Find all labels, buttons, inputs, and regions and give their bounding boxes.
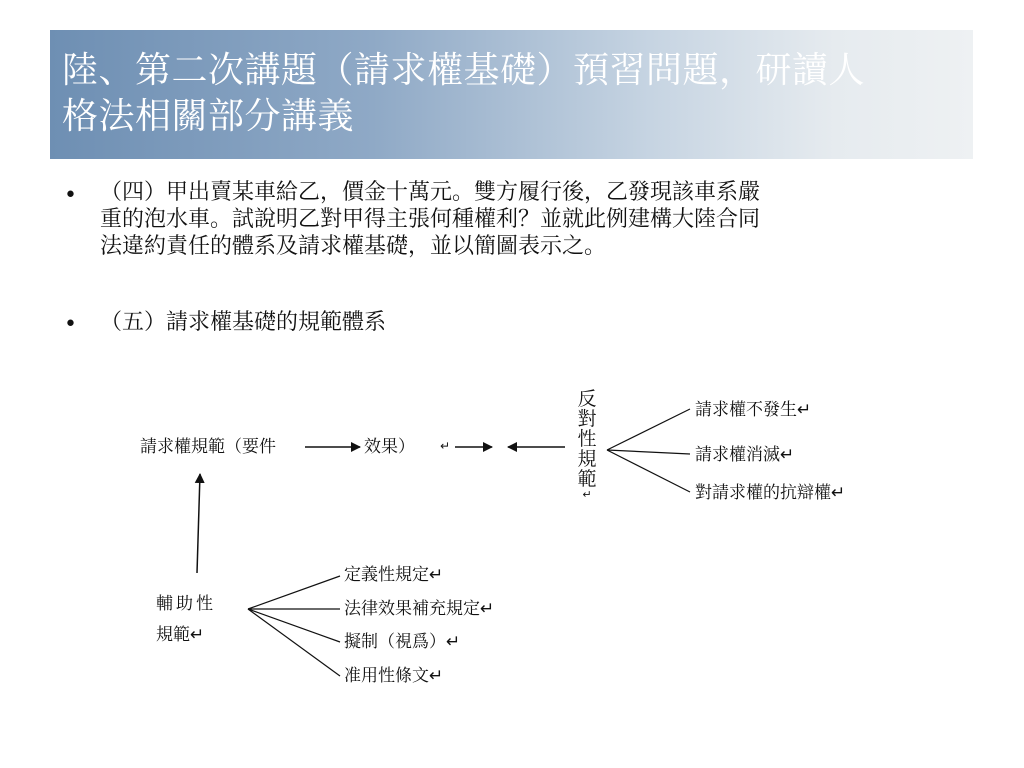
aux-branch-line: [248, 576, 340, 609]
bullet-line: （四）甲出賣某車給乙，價金十萬元。雙方履行後，乙發現該車系嚴: [100, 180, 761, 205]
bullet-line: 法違約責任的體系及請求權基礎，並以簡圖表示之。: [100, 234, 607, 259]
aux-norm-up-arrow: [197, 474, 200, 573]
slide-title-line-2: 格法相關部分講義: [62, 96, 355, 137]
counter-item-defense: 對請求權的抗辯權↵: [695, 483, 846, 503]
effect-label: 效果）: [364, 437, 415, 457]
counter-norm-char: 規: [577, 448, 597, 470]
slide-title-line-1: 陸、第二次講題（請求權基礎）預習問題，研讀人: [62, 50, 866, 91]
bullet-marker: •: [64, 312, 77, 337]
bullet-line: 重的泡水車。試說明乙對甲得主張何種權利？並就此例建構大陸合同: [100, 207, 761, 232]
return-mark: ↵: [582, 488, 592, 501]
aux-branch-line: [248, 609, 340, 642]
counter-branch-line: [607, 450, 690, 454]
aux-norm-label-line1: 輔助性: [156, 594, 216, 614]
aux-item-definition: 定義性規定↵: [344, 565, 444, 585]
aux-item-analogy: 准用性條文↵: [344, 666, 444, 686]
aux-item-fiction: 擬制（視爲）↵: [344, 632, 461, 652]
counter-branch-line: [607, 409, 690, 450]
aux-branch-line: [248, 609, 340, 676]
counter-norm-char: 範: [577, 468, 597, 490]
counter-norm-char: 性: [577, 428, 597, 450]
aux-item-supplementary: 法律效果補充規定↵: [344, 599, 495, 619]
counter-item-no-claim: 請求權不發生↵: [695, 400, 812, 420]
counter-norm-char: 反: [577, 388, 597, 410]
counter-branch-line: [607, 450, 690, 492]
bullet-line: （五）請求權基礎的規範體系: [100, 310, 387, 335]
return-mark: ↵: [440, 439, 451, 453]
claim-norm-label: 請求權規範（要件: [140, 437, 276, 457]
bullet-marker: •: [64, 183, 77, 208]
counter-item-extinguished: 請求權消滅↵: [695, 445, 795, 465]
aux-norm-label-line2: 規範↵: [156, 625, 205, 645]
counter-norm-char: 對: [577, 408, 597, 430]
counter-norm-label: [576, 389, 598, 501]
